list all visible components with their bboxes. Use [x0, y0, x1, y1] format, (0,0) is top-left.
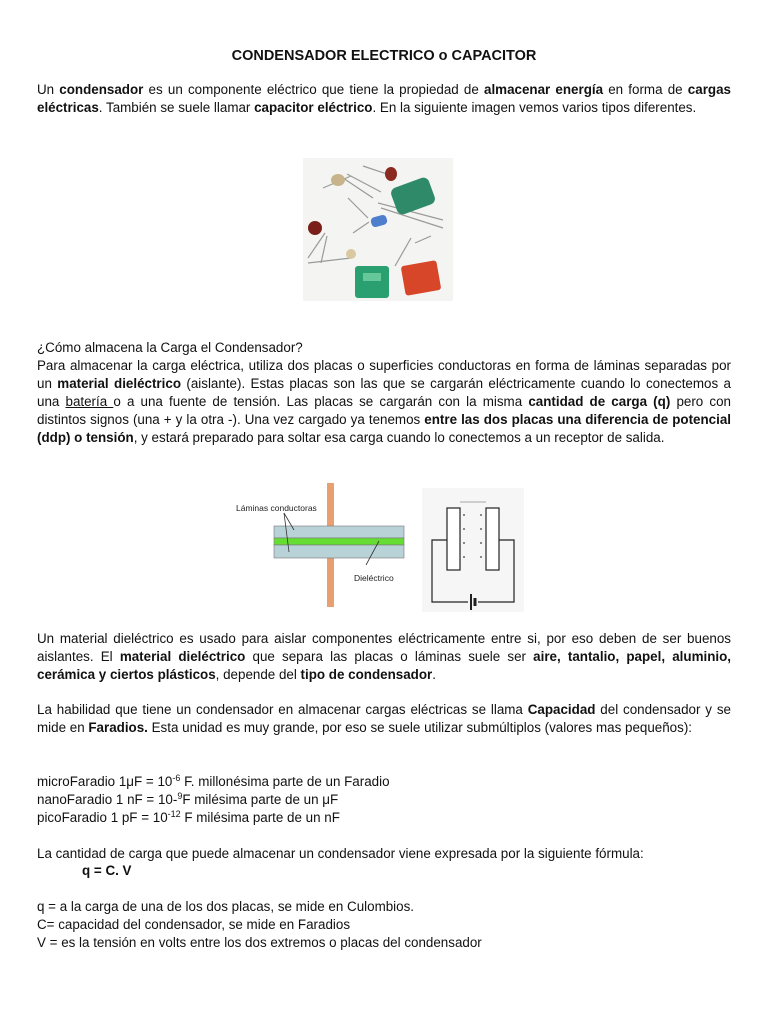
- intro-text: . También se suele llamar: [98, 100, 255, 115]
- intro-bold-cargas: cargas eléctricas: [37, 82, 731, 115]
- definition-v: V = es la tensión en volts entre los dos extremos o placas del condensador: [37, 935, 482, 950]
- dielectric-paragraph: [37, 630, 731, 684]
- capacitor-circuit-diagram: [422, 488, 524, 612]
- unit-exponent: -6: [172, 773, 181, 783]
- unit-text: microFaradio 1μF = 10: [37, 774, 173, 789]
- how-text: Para almacenar la carga eléctrica, utiliza dos placas o superficies conductoras en forma de láminas separadas por un: [37, 358, 731, 391]
- dielectric-text: que separa las placas o láminas suele ser: [245, 649, 534, 664]
- unit-exponent: -12: [167, 809, 181, 819]
- unit-exponent: 9: [177, 791, 183, 801]
- intro-text: es un componente eléctrico que tiene la propiedad de: [143, 82, 484, 97]
- how-paragraph: [37, 357, 731, 447]
- intro-bold-capacitor: capacitor eléctrico: [254, 100, 373, 115]
- how-bold-dielectric: material dieléctrico: [57, 376, 181, 391]
- unit-text: nanoFaradio 1 nF = 10-: [37, 792, 178, 807]
- how-question: ¿Cómo almacena la Carga el Condensador?: [37, 340, 303, 355]
- label-dielectric: Dieléctrico: [354, 573, 394, 583]
- page-title: CONDENSADOR ELECTRICO o CAPACITOR: [231, 48, 537, 64]
- capacity-paragraph: [37, 701, 731, 737]
- capacity-bold-capacidad: Capacidad: [527, 702, 596, 717]
- intro-text: . En la siguiente imagen vemos varios tipos diferentes.: [372, 100, 697, 115]
- formula-intro: La cantidad de carga que puede almacenar un condensador viene expresada por la siguiente fórmula:: [37, 846, 644, 861]
- capacity-text: del condensador y se mide en: [37, 702, 731, 735]
- intro-text: en forma de: [603, 82, 688, 97]
- capacity-text: Esta unidad es muy grande, por eso se suele utilizar submúltiplos (valores mas pequeños):: [147, 720, 692, 735]
- unit-line-nano: [37, 791, 731, 809]
- definitions-list: [37, 898, 731, 952]
- unit-line-micro: [37, 773, 731, 791]
- dielectric-bold-materials-list: aire, tantalio, papel, aluminio, cerámica y ciertos plásticos: [37, 649, 732, 682]
- how-text: o a una fuente de tensión. Las placas se cargarán con la misma: [113, 394, 529, 409]
- dielectric-bold-type: tipo de condensador: [300, 667, 433, 682]
- unit-text: F. millonésima parte de un Faradio: [180, 774, 390, 789]
- how-text: (aislante). Estas placas son las que se cargarán eléctricamente cuando lo conectemos a una: [37, 376, 731, 409]
- capacity-bold-faradios: Faradios.: [88, 720, 148, 735]
- units-list: [37, 773, 731, 827]
- intro-text: Un: [37, 82, 60, 97]
- how-text: pero con distintos signos (una + y la otra -). Una vez cargado ya tenemos: [37, 394, 731, 427]
- definition-c: C= capacidad del condensador, se mide en Faradios: [37, 917, 351, 932]
- how-section: [37, 339, 731, 447]
- how-bold-charge: cantidad de carga (q): [528, 394, 671, 409]
- how-bold-ddp: entre las dos placas una diferencia de potencial (ddp) o tensión: [37, 412, 731, 445]
- definition-q: q = a la carga de una de los dos placas, se mide en Culombios.: [37, 899, 415, 914]
- intro-bold-condensador: condensador: [59, 82, 144, 97]
- capacitors-photo: [303, 158, 453, 301]
- formula: q = C. V: [82, 863, 132, 878]
- unit-text: F milésima parte de un nF: [180, 810, 340, 825]
- intro-bold-almacenar: almacenar energía: [484, 82, 604, 97]
- unit-text: picoFaradio 1 pF = 10: [37, 810, 168, 825]
- dielectric-text: .: [432, 667, 436, 682]
- label-plates: Láminas conductoras: [236, 503, 317, 513]
- battery-link-text: batería: [65, 394, 114, 409]
- dielectric-text: , depende del: [215, 667, 301, 682]
- dielectric-text: Un material dieléctrico es usado para aislar componentes eléctricamente entre si, por eso deben de ser buenos aislantes. El: [37, 631, 731, 664]
- dielectric-bold-material: material dieléctrico: [119, 649, 246, 664]
- how-text: , y estará preparado para soltar esa carga cuando lo conectemos a un receptor de salida.: [133, 430, 665, 445]
- capacitor-plates-diagram: [234, 483, 408, 607]
- unit-text: F milésima parte de un μF: [182, 792, 339, 807]
- intro-paragraph: [37, 81, 731, 117]
- unit-line-pico: [37, 809, 731, 827]
- capacity-text: La habilidad que tiene un condensador en almacenar cargas eléctricas se llama: [37, 702, 528, 717]
